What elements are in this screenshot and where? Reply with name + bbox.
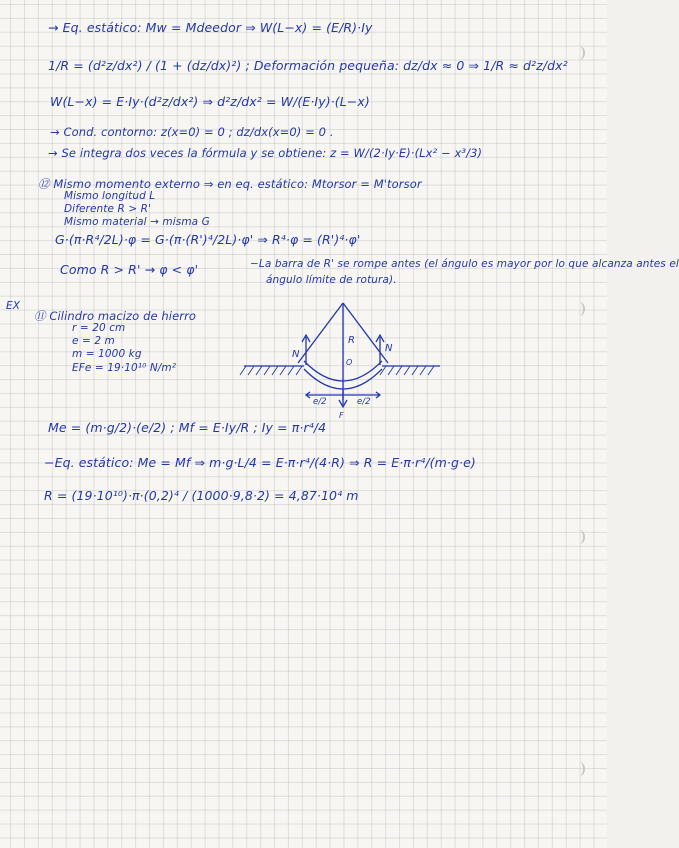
binder-hole (574, 302, 585, 316)
reaction-label-left: N (292, 349, 300, 360)
half-length-label-right: e/2 (357, 397, 371, 407)
note-line: 1/R = (d²z/dx²) / (1 + (dz/dx)²) ; Deformación pequeña: dz/dx ≈ 0 ⇒ 1/R ≈ d²z/dx² (48, 58, 568, 73)
note-line: ángulo límite de rotura). (266, 274, 397, 286)
note-line: R = (19·10¹⁰)·π·(0,2)⁴ / (1000·9,8·2) = 4,87·10⁴ m (44, 488, 359, 503)
note-line: Me = (m·g/2)·(e/2) ; Mf = E·Iy/R ; Iy = π·r⁴/4 (48, 420, 327, 435)
half-length-label-left: e/2 (313, 397, 327, 407)
note-line: r = 20 cm (72, 322, 126, 334)
note-line: W(L−x) = E·Iy·(d²z/dx²) ⇒ d²z/dx² = W/(E·Iy)·(L−x) (50, 94, 370, 109)
binder-hole (574, 46, 585, 60)
margin-label: EX (6, 300, 21, 312)
note-line: −Eq. estático: Me = Mf ⇒ m·g·L/4 = E·π·r⁴/(4·R) ⇒ R = E·π·r⁴/(m·g·e) (44, 455, 476, 470)
force-label: F (339, 411, 344, 420)
note-line: −La barra de R' se rompe antes (el ángulo es mayor por lo que alcanza antes el (250, 258, 679, 270)
note-line: Como R > R' → φ < φ' (60, 262, 199, 277)
note-line: G·(π·R⁴/2L)·φ = G·(π·(R')⁴/2L)·φ' ⇒ R⁴·φ = (R')⁴·φ' (55, 232, 361, 247)
note-line: Mismo longitud L (64, 190, 156, 202)
note-line: m = 1000 kg (72, 348, 142, 360)
center-label: O (346, 358, 353, 367)
note-line: → Cond. contorno: z(x=0) = 0 ; dz/dx(x=0) = 0 . (50, 125, 334, 139)
note-line: EFe = 19·10¹⁰ N/m² (72, 362, 177, 374)
note-line: Mismo material → misma G (64, 216, 210, 228)
note-line: ⑫ Mismo momento externo ⇒ en eq. estático: Mtorsor = M'torsor (38, 177, 422, 191)
note-line: ⑪ Cilindro macizo de hierro (34, 309, 197, 323)
note-line: Diferente R > R' (64, 203, 152, 215)
radius-label: R (348, 335, 355, 346)
note-line: e = 2 m (72, 335, 115, 347)
note-line: → Se integra dos veces la fórmula y se obtiene: z = W/(2·Iy·E)·(Lx² − x³/3) (48, 146, 483, 160)
binder-hole (574, 762, 585, 776)
binder-hole (574, 530, 585, 544)
note-line: → Eq. estático: Mw = Mdeedor ⇒ W(L−x) = (E/R)·Iy (48, 20, 373, 35)
beam-diagram (240, 325, 440, 425)
reaction-label-right: N (385, 343, 393, 354)
